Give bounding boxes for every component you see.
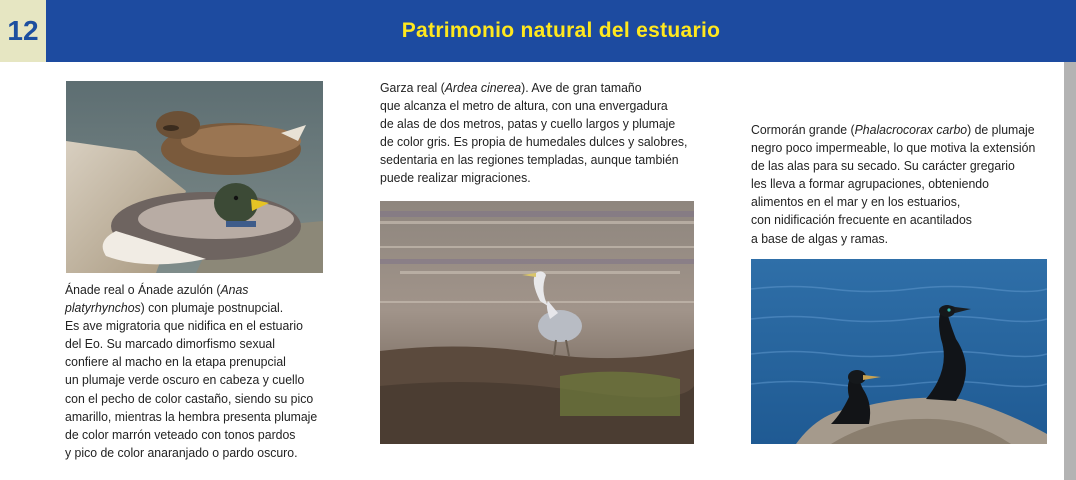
right-margin-strip <box>1064 62 1076 480</box>
heron-text-line <box>380 79 687 97</box>
text-segment: Cormorán grande ( <box>751 122 855 137</box>
text-segment: de las alas para su secado. Su carácter gregario <box>751 158 1015 174</box>
ducks-text-line <box>65 335 317 353</box>
cormorant-text-line <box>751 139 1035 157</box>
ducks-text-line <box>65 444 317 462</box>
cormorant-text-line <box>751 230 1035 248</box>
cormorant-text-line <box>751 211 1035 229</box>
heron-text-line <box>380 133 687 151</box>
page-number: 12 <box>0 0 46 62</box>
header-bar <box>46 0 1076 62</box>
text-segment: con el pecho de color castaño, siendo su pico <box>65 390 314 406</box>
cormorant-text-line <box>751 175 1035 193</box>
ducks-text-line <box>65 408 317 426</box>
cormorant-text-line <box>751 157 1035 175</box>
heron-text-line <box>380 115 687 133</box>
heron-text-line <box>380 151 687 169</box>
ducks-text-line <box>65 317 317 335</box>
text-segment: ) de plumaje <box>967 122 1035 137</box>
ducks-text-line <box>65 281 317 299</box>
scientific-name: platyrhynchos <box>65 300 141 316</box>
ducks-text-line <box>65 390 317 408</box>
cormorants-photo <box>751 259 1047 444</box>
text-segment: de color gris. Es propia de humedales dulces y salobres, <box>380 134 688 150</box>
page-title: Patrimonio natural del estuario <box>401 19 721 42</box>
text-segment: puede realizar migraciones. <box>380 170 531 186</box>
text-segment: de color marrón veteado con tonos pardos <box>65 426 296 442</box>
text-segment: alimentos en el mar y en los estuarios, <box>751 194 961 210</box>
heron-description <box>380 79 687 188</box>
text-segment: Garza real ( <box>380 80 445 95</box>
heron-text-line <box>380 169 687 187</box>
ducks-text-line <box>65 371 317 389</box>
text-segment: ). Ave de gran tamaño <box>521 80 642 95</box>
text-segment: que alcanza el metro de altura, con una envergadura <box>380 98 668 114</box>
left-margin <box>0 62 46 480</box>
text-segment: amarillo, mientras la hembra presenta plumaje <box>65 408 318 424</box>
mallard-description <box>65 281 317 462</box>
ducks-text-line <box>65 426 317 444</box>
text-segment: Es ave migratoria que nidifica en el estuario <box>65 318 303 334</box>
heron-text-line <box>380 97 687 115</box>
mallard-ducks-photo <box>66 81 323 273</box>
text-segment: a base de algas y ramas. <box>751 230 889 246</box>
ducks-text-line <box>65 299 317 317</box>
text-segment: Ánade real o Ánade azulón ( <box>65 282 221 297</box>
scientific-name: Ardea cinerea <box>444 80 522 95</box>
text-segment: de alas de dos metros, patas y cuello largos y plumaje <box>380 116 676 132</box>
grey-heron-photo <box>380 201 694 444</box>
text-segment: con nidificación frecuente en acantilados <box>751 212 972 228</box>
text-segment: y pico de color anaranjado o pardo oscuro. <box>65 444 298 460</box>
text-segment: les lleva a formar agrupaciones, obteniendo <box>751 176 989 192</box>
text-segment: ) con plumaje postnupcial. <box>140 300 284 316</box>
text-segment: del Eo. Su marcado dimorfismo sexual <box>65 336 275 352</box>
text-segment: sedentaria en las regiones templadas, aunque también <box>380 152 679 168</box>
ducks-text-line <box>65 353 317 371</box>
scientific-name: Anas <box>220 282 249 297</box>
text-segment: confiere al macho en la etapa prenupcial <box>65 354 286 370</box>
cormorant-text-line <box>751 193 1035 211</box>
text-segment: un plumaje verde oscuro en cabeza y cuello <box>65 372 305 388</box>
scientific-name: Phalacrocorax carbo <box>854 122 968 137</box>
cormorant-text-line <box>751 121 1035 139</box>
text-segment: negro poco impermeable, lo que motiva la extensión <box>751 140 1036 156</box>
cormorant-description <box>751 121 1035 248</box>
